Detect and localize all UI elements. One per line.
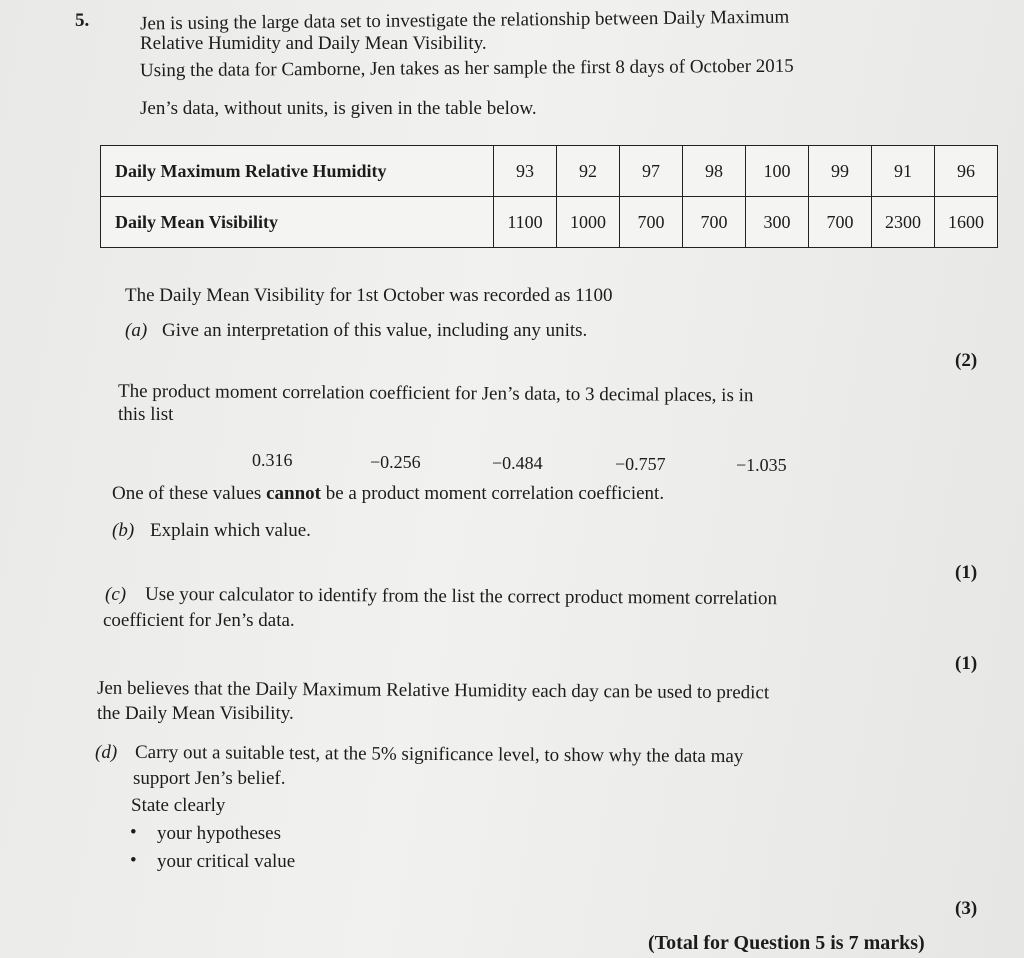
part-d-lead-2: the Daily Mean Visibility. [97, 703, 294, 724]
table-cell: 700 [809, 197, 872, 248]
pmcc-value: −0.757 [615, 454, 666, 474]
part-b-lead-end: be a product moment correlation coefficient. [320, 483, 665, 504]
part-d-bullet-1: your hypotheses [157, 823, 282, 844]
part-a-text: Give an interpretation of this value, including any units. [162, 320, 588, 341]
table-cell: 96 [935, 146, 998, 197]
part-a-lead: The Daily Mean Visibility for 1st October was recorded as 1100 [125, 285, 613, 306]
table-cell: 1600 [935, 197, 998, 248]
table-cell: 2300 [872, 197, 935, 248]
table-cell: 92 [557, 146, 620, 197]
bullet-icon: • [130, 850, 137, 871]
table-cell: 93 [494, 146, 557, 197]
pmcc-value: 0.316 [252, 450, 293, 470]
pmcc-intro-1: The product moment correlation coefficient for Jen’s data, to 3 decimal places, is in [117, 380, 754, 407]
part-d-text-2: support Jen’s belief. [133, 768, 286, 789]
part-d-marks: (3) [955, 898, 978, 919]
table-cell: 100 [746, 146, 809, 197]
intro-line-1: Jen is using the large data set to investigate the relationship between Daily Maximum [139, 6, 790, 35]
part-b-lead [112, 483, 664, 505]
part-d-label: (d) [95, 742, 118, 763]
question-total: (Total for Question 5 is 7 marks) [648, 932, 925, 954]
part-d-text-1: Carry out a suitable test, at the 5% significance level, to show why the data may [134, 741, 744, 768]
part-b-lead-start: One of these values [112, 483, 267, 504]
table-row [101, 197, 998, 248]
table-cell: 97 [620, 146, 683, 197]
part-c-text-2: coefficient for Jen’s data. [103, 610, 295, 631]
pmcc-value: −0.484 [492, 453, 543, 473]
table-cell: 91 [872, 146, 935, 197]
part-d-bullet-2: your critical value [157, 851, 296, 872]
intro-line-3: Using the data for Camborne, Jen takes as her sample the first 8 days of October 2015 [139, 55, 794, 82]
part-b-text: Explain which value. [150, 520, 311, 541]
question-number: 5. [75, 10, 90, 31]
table-cell: 300 [746, 197, 809, 248]
part-b-marks: (1) [955, 562, 978, 583]
part-b-lead-bold: cannot [266, 483, 321, 504]
part-a-marks: (2) [955, 350, 978, 371]
row-header: Daily Maximum Relative Humidity [101, 146, 494, 197]
part-a-label: (a) [125, 320, 148, 341]
part-c-text-1: Use your calculator to identify from the list the correct product moment correlation [144, 583, 778, 610]
table-cell: 99 [809, 146, 872, 197]
table-cell: 700 [620, 197, 683, 248]
pmcc-intro-2: this list [118, 404, 174, 425]
table-cell: 1000 [557, 197, 620, 248]
bullet-icon: • [130, 822, 137, 843]
part-b-label: (b) [112, 520, 135, 541]
row-header: Daily Mean Visibility [101, 197, 494, 248]
part-d-lead-1: Jen believes that the Daily Maximum Relative Humidity each day can be used to predict [96, 677, 770, 704]
data-table [100, 145, 998, 248]
table-cell: 98 [683, 146, 746, 197]
part-c-label: (c) [105, 584, 127, 605]
intro-line-4: Jen’s data, without units, is given in the table below. [140, 98, 537, 119]
table-row [101, 146, 998, 197]
table-cell: 700 [683, 197, 746, 248]
part-c-marks: (1) [955, 653, 978, 674]
table-cell: 1100 [494, 197, 557, 248]
pmcc-value: −1.035 [736, 455, 787, 475]
part-d-state: State clearly [131, 795, 226, 816]
intro-line-2: Relative Humidity and Daily Mean Visibility. [140, 33, 487, 54]
pmcc-value: −0.256 [370, 452, 421, 472]
